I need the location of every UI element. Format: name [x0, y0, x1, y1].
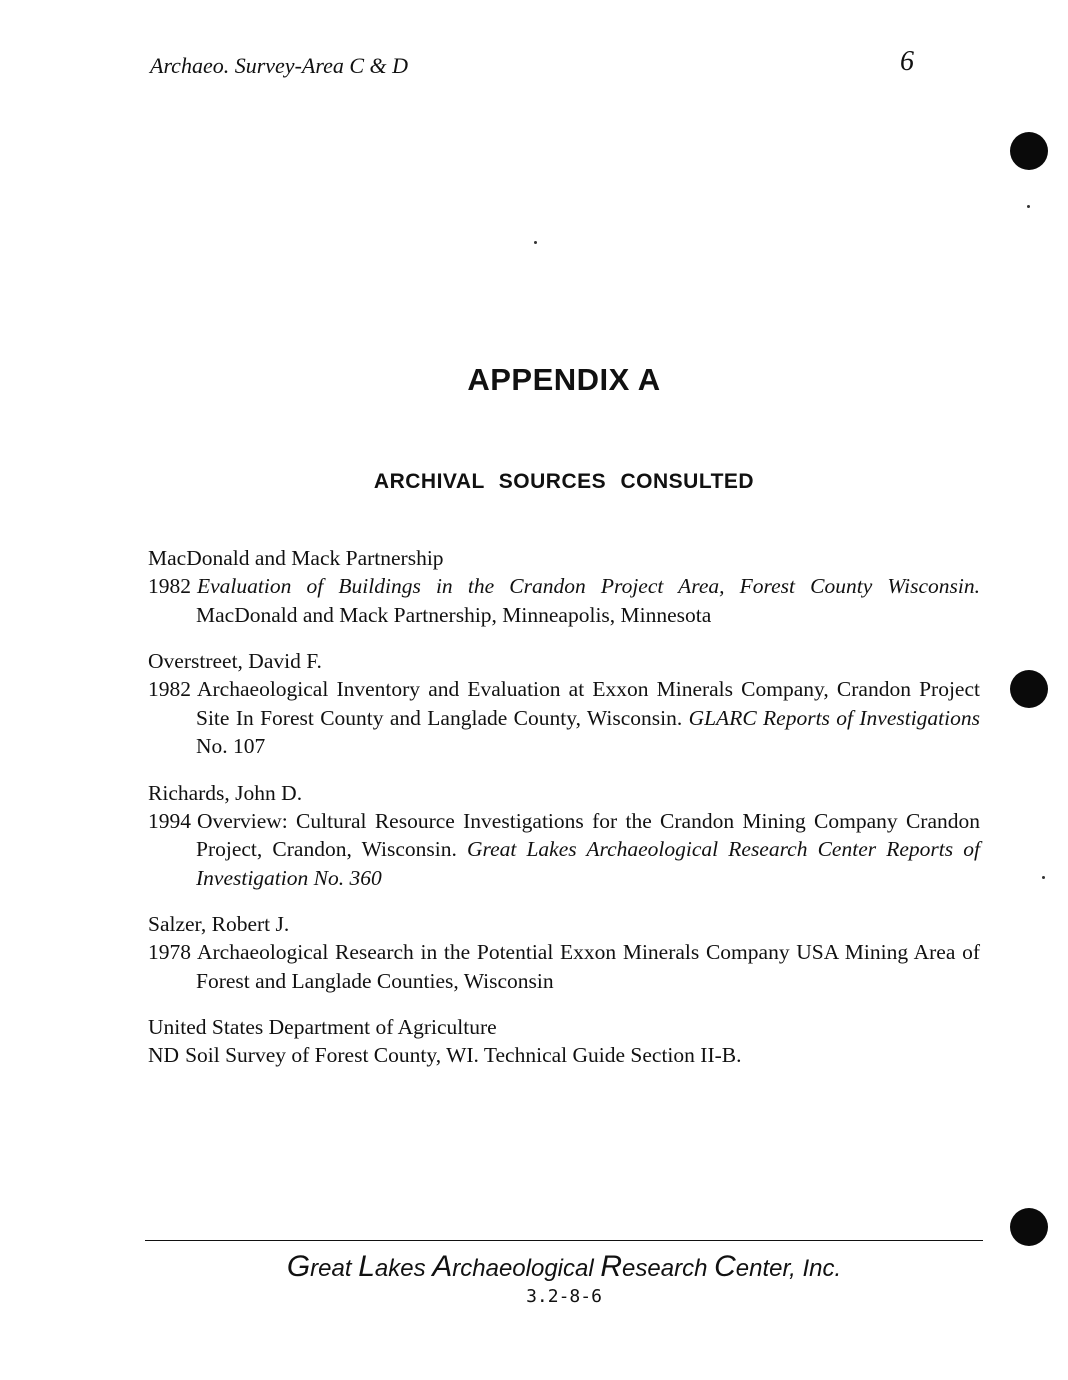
reference-list — [148, 544, 980, 1088]
punch-hole-bottom — [1010, 1208, 1048, 1246]
punch-hole-top — [1010, 132, 1048, 170]
reference-year: 1982 — [148, 574, 191, 598]
reference-entry — [148, 910, 980, 995]
page-number: 6 — [900, 46, 914, 77]
scan-speck — [534, 241, 537, 244]
org-word: reat — [310, 1255, 359, 1282]
reference-author: United States Department of Agriculture — [148, 1015, 497, 1039]
org-word: akes — [374, 1255, 433, 1282]
reference-body — [148, 807, 980, 893]
reference-year: 1978 — [148, 940, 191, 964]
scan-speck — [1042, 876, 1045, 879]
org-initial: C — [714, 1250, 736, 1283]
running-title: Archaeo. Survey-Area C & D — [150, 53, 409, 78]
reference-entry — [148, 1013, 980, 1070]
reference-publisher: MacDonald and Mack Partnership, Minneapolis, Minnesota — [196, 602, 712, 627]
org-word: enter, Inc. — [735, 1255, 842, 1282]
reference-body — [148, 1041, 980, 1070]
reference-entry — [148, 779, 980, 893]
footer-organization — [0, 1250, 1068, 1284]
reference-title: Archaeological Research in the Potential Exxon Minerals Company USA Mining Area of Forest and Langlade Counties, Wisconsin — [196, 940, 980, 993]
footer-rule — [145, 1240, 983, 1241]
reference-body — [148, 572, 980, 629]
scan-speck — [1027, 205, 1030, 208]
reference-entry — [148, 544, 980, 629]
reference-title: Soil Survey of Forest County, WI. Technical Guide Section II-B. — [185, 1043, 742, 1067]
reference-author: Salzer, Robert J. — [148, 912, 290, 936]
org-initial: R — [600, 1250, 623, 1283]
reference-author: Overstreet, David F. — [148, 649, 322, 673]
reference-year: 1982 — [148, 677, 191, 701]
footer-page-code: 3.2-8-6 — [526, 1286, 602, 1307]
org-word: rchaeological — [452, 1255, 601, 1282]
reference-year: ND — [148, 1043, 180, 1067]
reference-title: Overview: Cultural Resource Investigations for the Crandon Mining Company Crandon Project, Crandon, Wisconsin. — [196, 808, 980, 861]
reference-title: Archaeological Inventory and Evaluation at Exxon Minerals Company, Crandon Project Site In Forest County and Langlade County, Wisconsin. — [196, 677, 980, 730]
reference-body — [148, 675, 980, 761]
reference-body — [148, 938, 980, 995]
reference-series: Great Lakes Archaeological Research Center Reports of Investigation No. 360 — [196, 837, 980, 890]
punch-hole-middle — [1010, 670, 1048, 708]
reference-year: 1994 — [148, 808, 191, 833]
reference-title: Evaluation of Buildings in the Crandon Project Area, Forest County Wisconsin. — [197, 574, 980, 598]
reference-author: Richards, John D. — [148, 780, 303, 805]
reference-series: GLARC Reports of Investigations — [688, 705, 980, 730]
org-initial: A — [432, 1250, 453, 1283]
appendix-title: APPENDIX A — [467, 362, 661, 397]
reference-series-number: No. 107 — [196, 734, 266, 758]
org-initial: L — [358, 1250, 375, 1283]
section-title: ARCHIVAL SOURCES CONSULTED — [373, 470, 755, 493]
org-initial: G — [286, 1250, 311, 1283]
org-word: esearch — [622, 1255, 715, 1282]
reference-entry — [148, 647, 980, 761]
reference-author: MacDonald and Mack Partnership — [148, 546, 444, 570]
